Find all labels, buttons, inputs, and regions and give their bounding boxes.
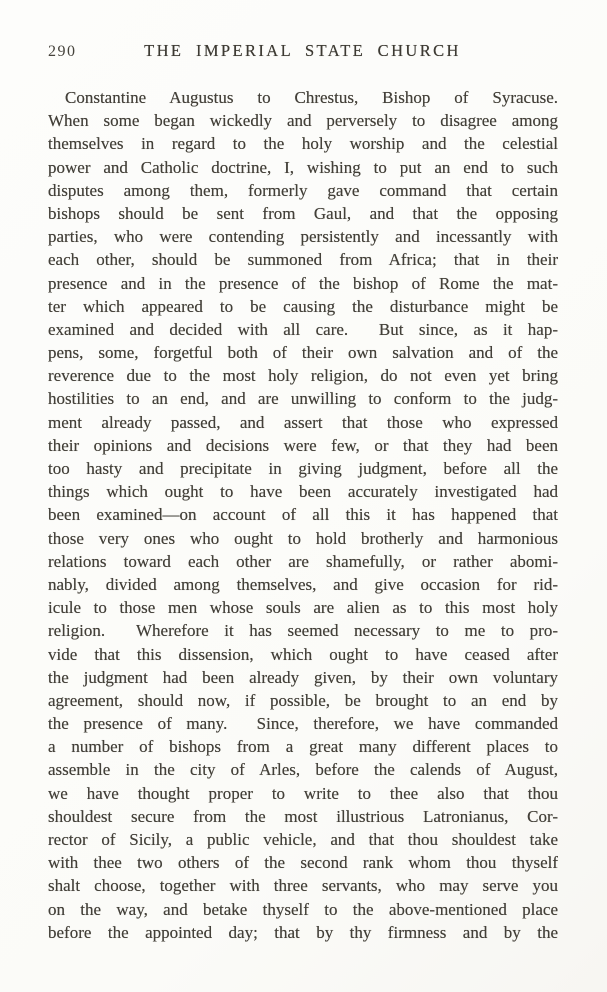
text-line: ment already passed, and assert that those who expressed [48, 412, 558, 432]
text-line: vide that this dissension, which ought to have ceased after [48, 644, 558, 664]
running-header [48, 41, 557, 63]
text-line: on the way, and betake thyself to the above-mentioned place [48, 899, 558, 919]
text-line: icule to those men whose souls are alien as to this most holy [48, 598, 558, 618]
text-line: shouldest secure from the most illustrious Latronianus, Cor- [48, 806, 558, 826]
text-line: before the appointed day; that by thy firmness and by the [48, 922, 558, 942]
text-line: things which ought to have been accurately investigated had [48, 482, 558, 502]
text-line: with thee two others of the second rank whom thou thyself [48, 853, 558, 873]
text-line: reverence due to the most holy religion, do not even yet bring [48, 366, 558, 386]
text-line: power and Catholic doctrine, I, wishing to put an end to such [48, 157, 558, 177]
text-line: themselves in regard to the holy worship and the celestial [48, 134, 558, 154]
text-line: parties, who were contending persistently and incessantly with [48, 227, 558, 247]
text-line: bishops should be sent from Gaul, and that the opposing [48, 203, 558, 223]
text-line: nably, divided among themselves, and give occasion for rid- [48, 574, 558, 594]
text-line: examined and decided with all care. But since, as it hap- [48, 319, 558, 339]
text-line: each other, should be summoned from Africa; that in their [48, 250, 558, 270]
text-line: rector of Sicily, a public vehicle, and that thou shouldest take [48, 830, 558, 849]
text-line: assemble in the city of Arles, before the calends of August, [48, 760, 558, 780]
text-line: relations toward each other are shamefully, or rather abomi- [48, 551, 558, 571]
text-line: ter which appeared to be causing the disturbance might be [48, 296, 558, 316]
text-line: those very ones who ought to hold brotherly and harmonious [48, 528, 558, 548]
text-line: we have thought proper to write to thee also that thou [48, 783, 558, 803]
text-line: disputes among them, formerly gave command that certain [48, 180, 558, 200]
text-line: too hasty and precipitate in giving judgment, before all the [48, 459, 558, 478]
text-line: agreement, should now, if possible, be brought to an end by [48, 690, 558, 710]
page-body [48, 86, 558, 944]
text-line: shalt choose, together with three servants, who may serve you [48, 876, 558, 896]
text-line: been examined—on account of all this it has happened that [48, 505, 558, 525]
text-line: religion. Wherefore it has seemed necessary to me to pro- [48, 621, 558, 641]
text-line: hostilities to an end, and are unwilling to conform to the judg- [48, 389, 558, 409]
text-line: pens, some, forgetful both of their own salvation and of the [48, 343, 558, 363]
text-line: Constantine Augustus to Chrestus, Bishop of Syracuse. [65, 88, 558, 107]
text-line: the judgment had been already given, by their own voluntary [48, 667, 558, 687]
text-line: When some began wickedly and perversely to disagree among [48, 111, 558, 131]
text-line: a number of bishops from a great many different places to [48, 737, 558, 757]
text-line: the presence of many. Since, therefore, we have commanded [48, 714, 558, 734]
text-line: their opinions and decisions were few, or that they had been [48, 435, 558, 455]
text-line: presence and in the presence of the bishop of Rome the mat- [48, 273, 558, 293]
running-title: THE IMPERIAL STATE CHURCH [144, 41, 461, 60]
page-number: 290 [48, 43, 77, 60]
